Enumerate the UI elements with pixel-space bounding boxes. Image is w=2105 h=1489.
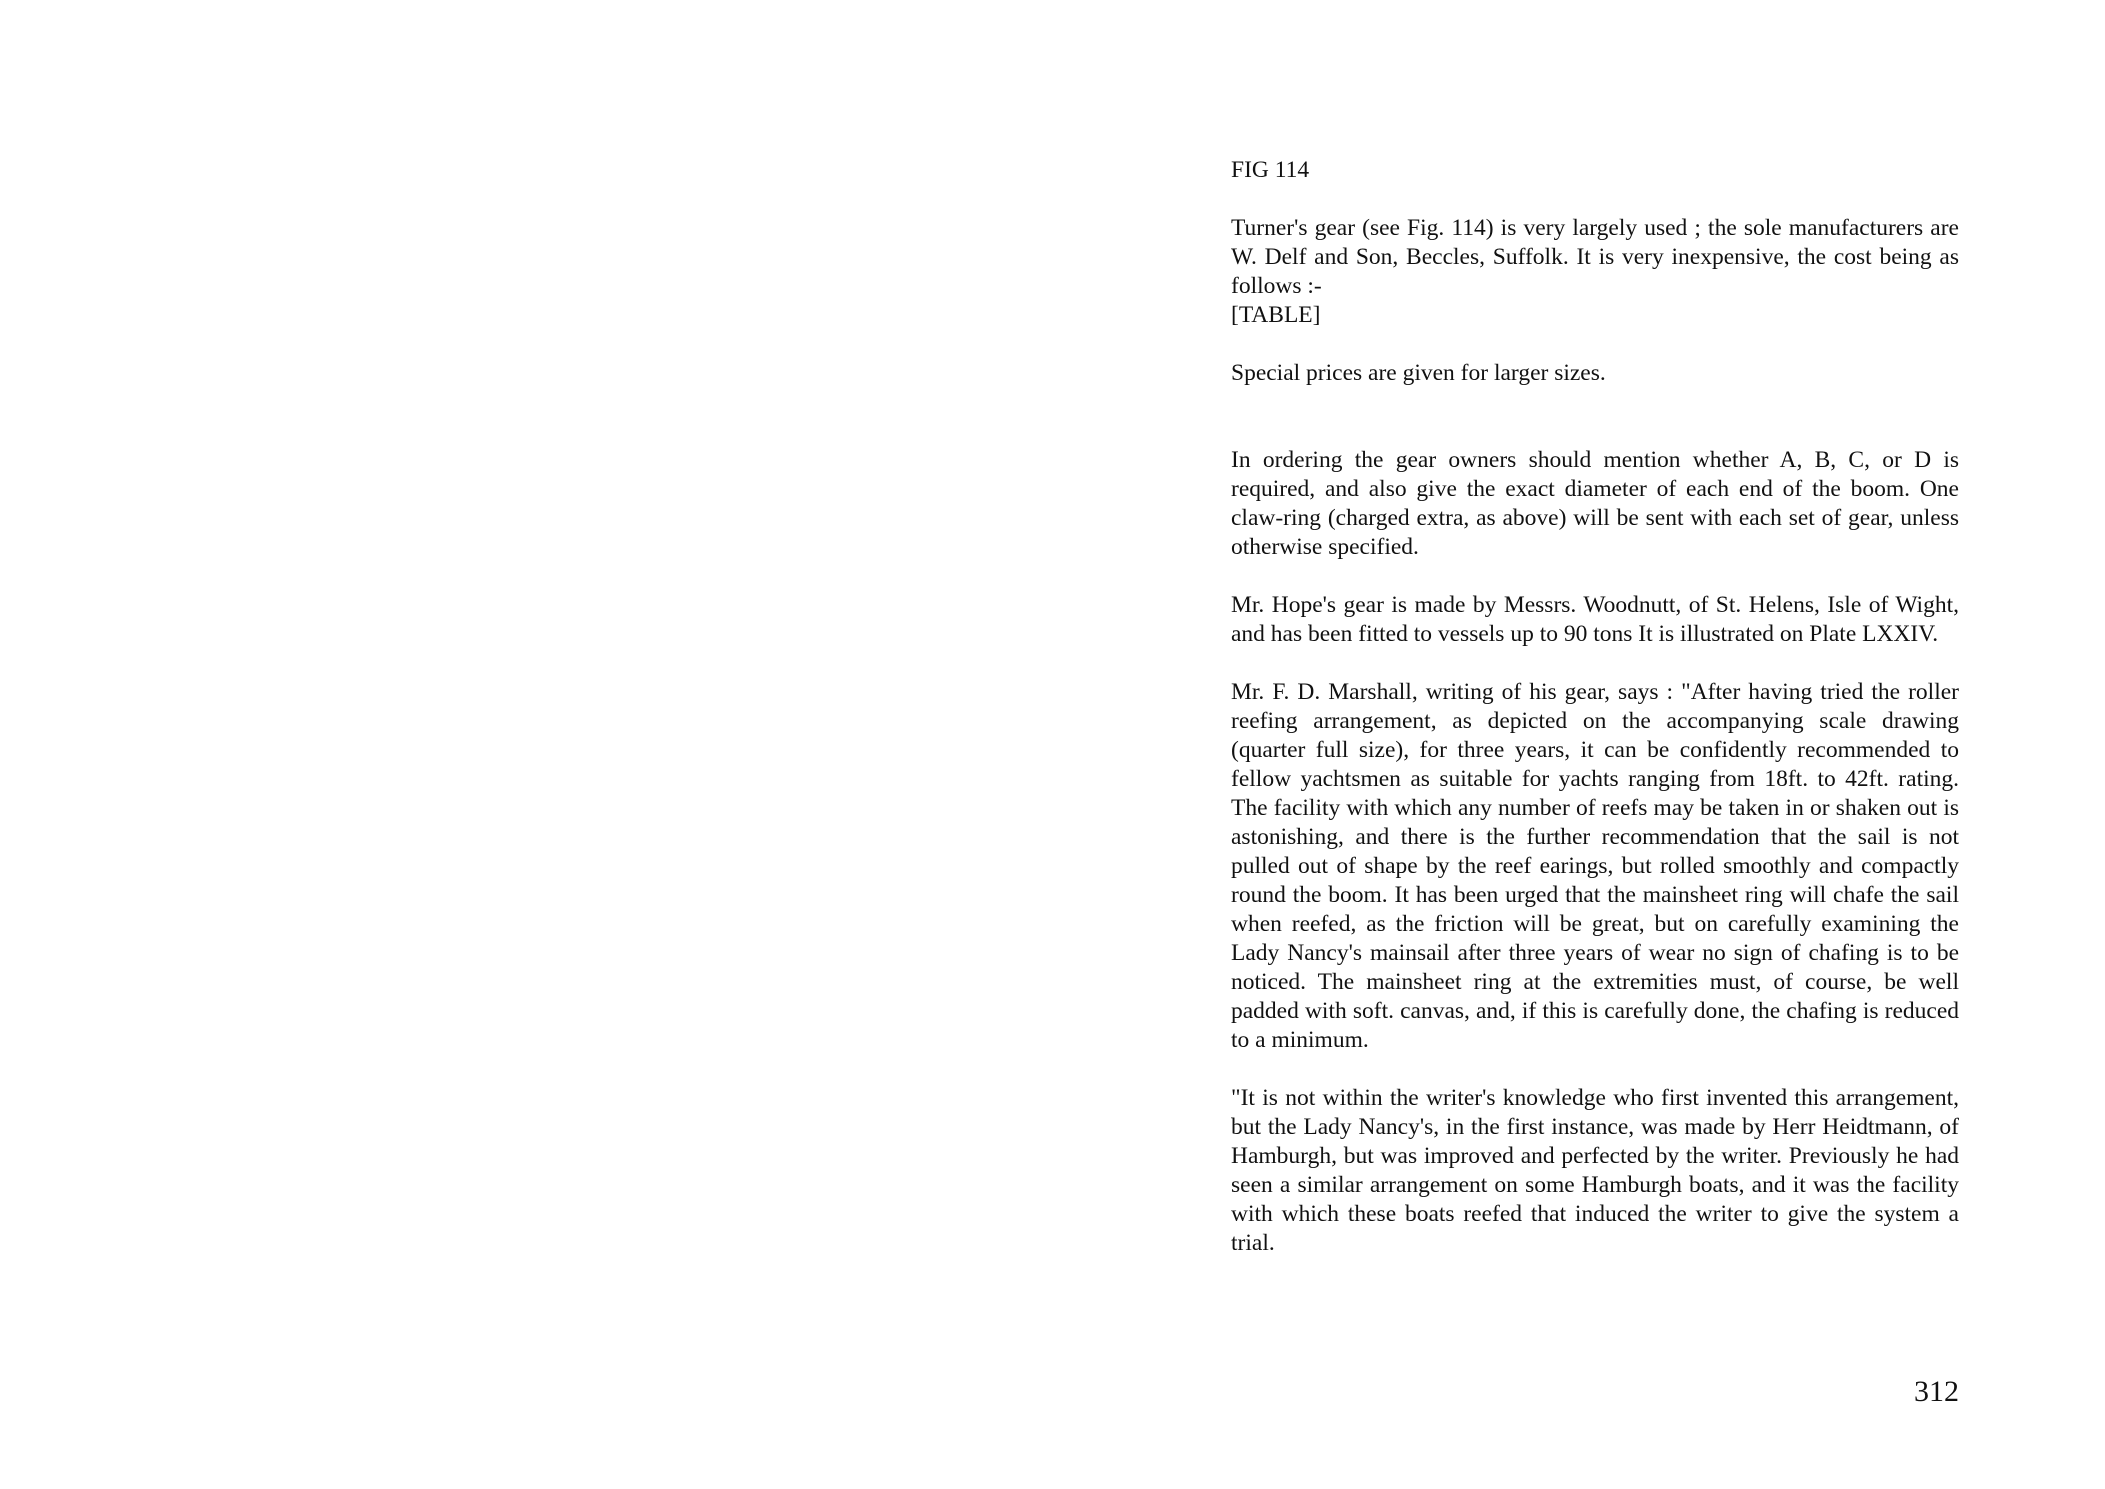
paragraph-ordering: In ordering the gear owners should mention whether A, B, C, or D is required, and also give the exact diameter of each end of the boom. One claw-ring (charged extra, as above) will be sent with each set of gear, unless otherwise specified. xyxy=(1231,447,1959,560)
left-page-blank xyxy=(0,0,1052,1489)
paragraph-invention: "It is not within the writer's knowledge who first invented this arrangement, but the Lady Nancy's, in the first instance, was made by Herr Heidtmann, of Hamburgh, but was improved and perfected by the writer. Previously he had seen a similar arrangement on some Hamburgh boats, and it was the facility with which these boats reefed that induced the writer to give the system a trial. xyxy=(1231,1085,1959,1256)
paragraph-hope-gear: Mr. Hope's gear is made by Messrs. Woodnutt, of St. Helens, Isle of Wight, and has been fitted to vessels up to 90 tons It is illustrated on Plate LXXIV. xyxy=(1231,592,1959,647)
figure-label: FIG 114 xyxy=(1231,157,1310,183)
right-page xyxy=(1052,0,2105,1489)
paragraph-marshall-gear: Mr. F. D. Marshall, writing of his gear, says : "After having tried the roller reefing arrangement, as depicted on the accompanying scale drawing (quarter full size), for three years, it can be confidently recommended to fellow yachtsmen as suitable for yachts ranging from 18ft. to 42ft. rating. The facility with which any number of reefs may be taken in or shaken out is astonishing, and there is the further recommendation that the sail is not pulled out of shape by the reef earings, but rolled smoothly and compactly round the boom. It has been urged that the mainsheet ring will chafe the sail when reefed, as the friction will be great, but on carefully examining the Lady Nancy's mainsail after three years of wear no sign of chafing is to be noticed. The mainsheet ring at the extremities must, of course, be well padded with soft. canvas, and, if this is carefully done, the chafing is reduced to a minimum. xyxy=(1231,679,1959,1053)
paragraph-turner-gear: Turner's gear (see Fig. 114) is very largely used ; the sole manufacturers are W. Delf and Son, Beccles, Suffolk. It is very inexpensive, the cost being as follows :- xyxy=(1231,215,1959,299)
paragraph-special-prices: Special prices are given for larger sizes. xyxy=(1231,360,1606,386)
table-placeholder: [TABLE] xyxy=(1231,302,1321,328)
text-column xyxy=(1231,156,1959,1258)
page-number: 312 xyxy=(1914,1375,1959,1408)
